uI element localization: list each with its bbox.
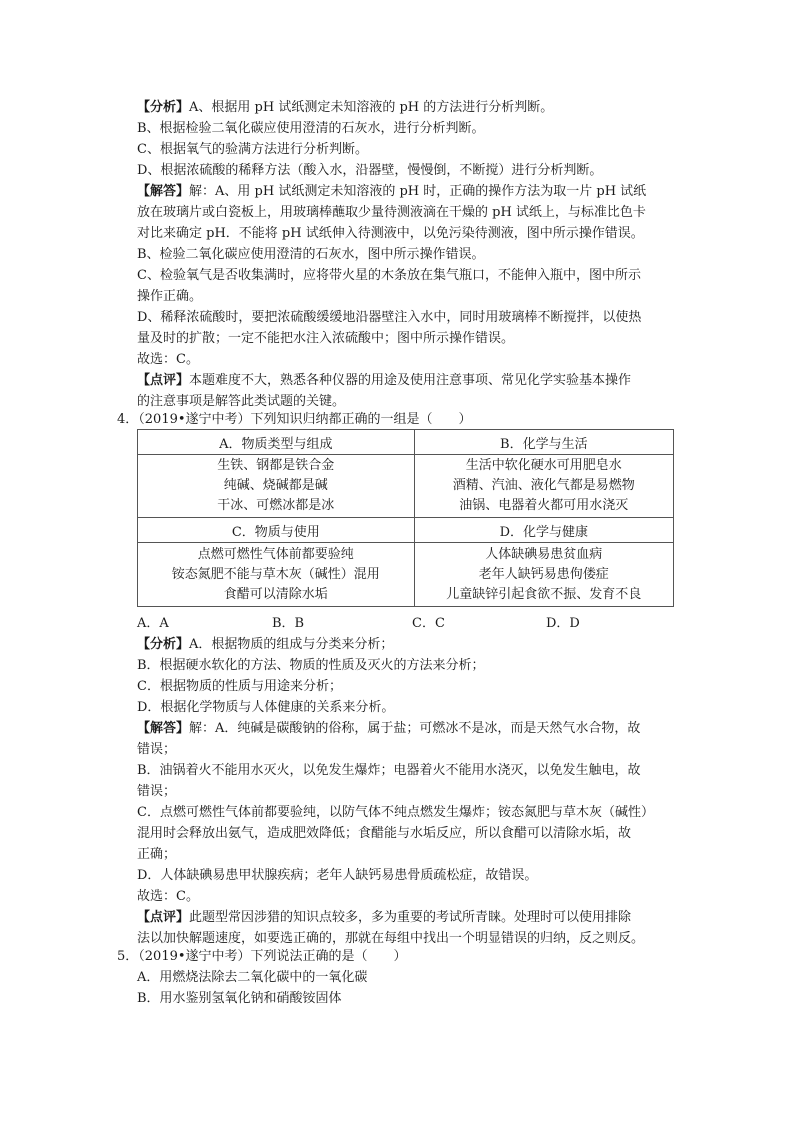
table-cell-b: 生活中软化硬水可用肥皂水 酒精、汽油、液化气都是易燃物 油锅、电器着火都可用水浇灭	[414, 455, 673, 518]
q4-answer-line: B．油锅着火不能用水灭火，以免发生爆炸；电器着火不能用水浇灭，以免发生触电，故	[137, 763, 641, 778]
q3-comment-line: 【点评】本题难度不大，熟悉各种仪器的用途及使用注意事项、常见化学实验基本操作	[137, 373, 632, 388]
table-head-d: D．化学与健康	[414, 518, 673, 543]
table-head-a: A．物质类型与组成	[138, 430, 415, 455]
q4-answer-line: D．人体缺碘易患甲状腺疾病；老年人缺钙易患骨质疏松症，故错误。	[137, 868, 538, 883]
table-head-b: B．化学与生活	[414, 430, 673, 455]
q3-analysis-line: D、根据浓硫酸的稀释方法（酸入水，沿器壁，慢慢倒，不断搅）进行分析判断。	[137, 163, 603, 178]
table-cell-c: 点燃可燃性气体前都要验纯 铵态氮肥不能与草木灰（碱性）混用 食醋可以清除水垢	[138, 543, 415, 607]
q5-option-a: A．用燃烧法除去二氧化碳中的一氧化碳	[137, 970, 368, 985]
q4-answer-line: 故选：C。	[137, 889, 199, 904]
q4-option-d: D．D	[546, 616, 580, 631]
q3-answer-line: B、检验二氧化碳应使用澄清的石灰水，图中所示操作错误。	[137, 247, 485, 262]
q4-answer-line: 错误；	[137, 742, 177, 757]
q3-answer-line: 量及时的扩散；一定不能把水注入浓硫酸中；图中所示操作错误。	[137, 331, 515, 346]
q4-analysis-line: 【分析】A．根据物质的组成与分类来分析；	[137, 637, 394, 652]
q4-answer-line: C．点燃可燃性气体前都要验纯，以防气体不纯点燃发生爆炸；铵态氮肥与草木灰（碱性）	[137, 805, 654, 820]
q3-answer-line: C、检验氧气是否收集满时，应将带火星的木条放在集气瓶口，不能伸入瓶中，图中所示	[137, 268, 641, 283]
q4-analysis-line: D．根据化学物质与人体健康的关系来分析。	[137, 700, 395, 715]
analysis-tag: 【分析】	[137, 100, 190, 115]
q4-option-a: A．A	[137, 616, 169, 631]
q3-analysis-line: C、根据氧气的验满方法进行分析判断。	[137, 142, 368, 157]
q3-answer-line: 故选：C。	[137, 352, 199, 367]
q4-analysis-line: B．根据硬水软化的方法、物质的性质及灭火的方法来分析；	[137, 658, 485, 673]
q3-answer-line: 放在玻璃片或白瓷板上，用玻璃棒蘸取少量待测液滴在干燥的 pH 试纸上，与标准比色卡	[137, 205, 646, 220]
table-cell-a: 生铁、钢都是铁合金 纯碱、烧碱都是碱 干冰、可燃冰都是冰	[138, 455, 415, 518]
q4-analysis-line: C．根据物质的性质与用途来分析；	[137, 679, 342, 694]
q3-comment-line: 的注意事项是解答此类试题的关键。	[137, 394, 346, 409]
q4-answer-line: 混用时会释放出氨气，造成肥效降低；食醋能与水垢反应，所以食醋可以清除水垢，故	[137, 826, 632, 841]
q5-stem: 5．（2019•遂宁中考）下列说法正确的是（ ）	[117, 949, 407, 964]
q3-answer-line: 【解答】解：A、用 pH 试纸测定未知溶液的 pH 时，正确的操作方法为取一片 pH 试纸	[137, 184, 647, 199]
q3-analysis-line: B、根据检验二氧化碳应使用澄清的石灰水，进行分析判断。	[137, 121, 485, 136]
table-cell-d: 人体缺碘易患贫血病 老年人缺钙易患佝偻症 儿童缺锌引起食欲不振、发育不良	[414, 543, 673, 607]
table-head-c: C．物质与使用	[138, 518, 415, 543]
q3-answer-line: 操作正确。	[137, 289, 203, 304]
q4-stem: 4．（2019•遂宁中考）下列知识归纳都正确的一组是（ ）	[117, 412, 472, 427]
q4-comment-line: 【点评】此题型常因涉猎的知识点较多，多为重要的考试所青睐。处理时可以使用排除	[137, 910, 632, 925]
answer-tag: 【解答】	[137, 721, 190, 736]
q4-answer-line: 【解答】解：A．纯碱是碳酸钠的俗称，属于盐；可燃冰不是冰，而是天然气水合物，故	[137, 721, 641, 736]
knowledge-table	[137, 429, 674, 607]
q4-answer-line: 错误；	[137, 784, 177, 799]
answer-tag: 【解答】	[137, 184, 190, 199]
q4-option-b: B．B	[272, 616, 305, 631]
q3-analysis-line: 【分析】A、根据用 pH 试纸测定未知溶液的 pH 的方法进行分析判断。	[137, 100, 554, 115]
q3-answer-line: 对比来确定 pH．不能将 pH 试纸伸入待测液中，以免污染待测液，图中所示操作错误。	[137, 226, 644, 241]
q5-option-b: B．用水鉴别氢氧化钠和硝酸铵固体	[137, 991, 342, 1006]
analysis-tag: 【分析】	[137, 637, 190, 652]
q4-answer-line: 正确；	[137, 847, 177, 862]
comment-tag: 【点评】	[137, 373, 190, 388]
q4-comment-line: 法以加快解题速度，如要选正确的，那就在每组中找出一个明显错误的归纳，反之则反。	[137, 931, 645, 946]
q4-option-c: C．C	[412, 616, 445, 631]
comment-tag: 【点评】	[137, 910, 190, 925]
q3-answer-line: D、稀释浓硫酸时，要把浓硫酸缓缓地沿器壁注入水中，同时用玻璃棒不断搅拌，以使热	[137, 310, 642, 325]
